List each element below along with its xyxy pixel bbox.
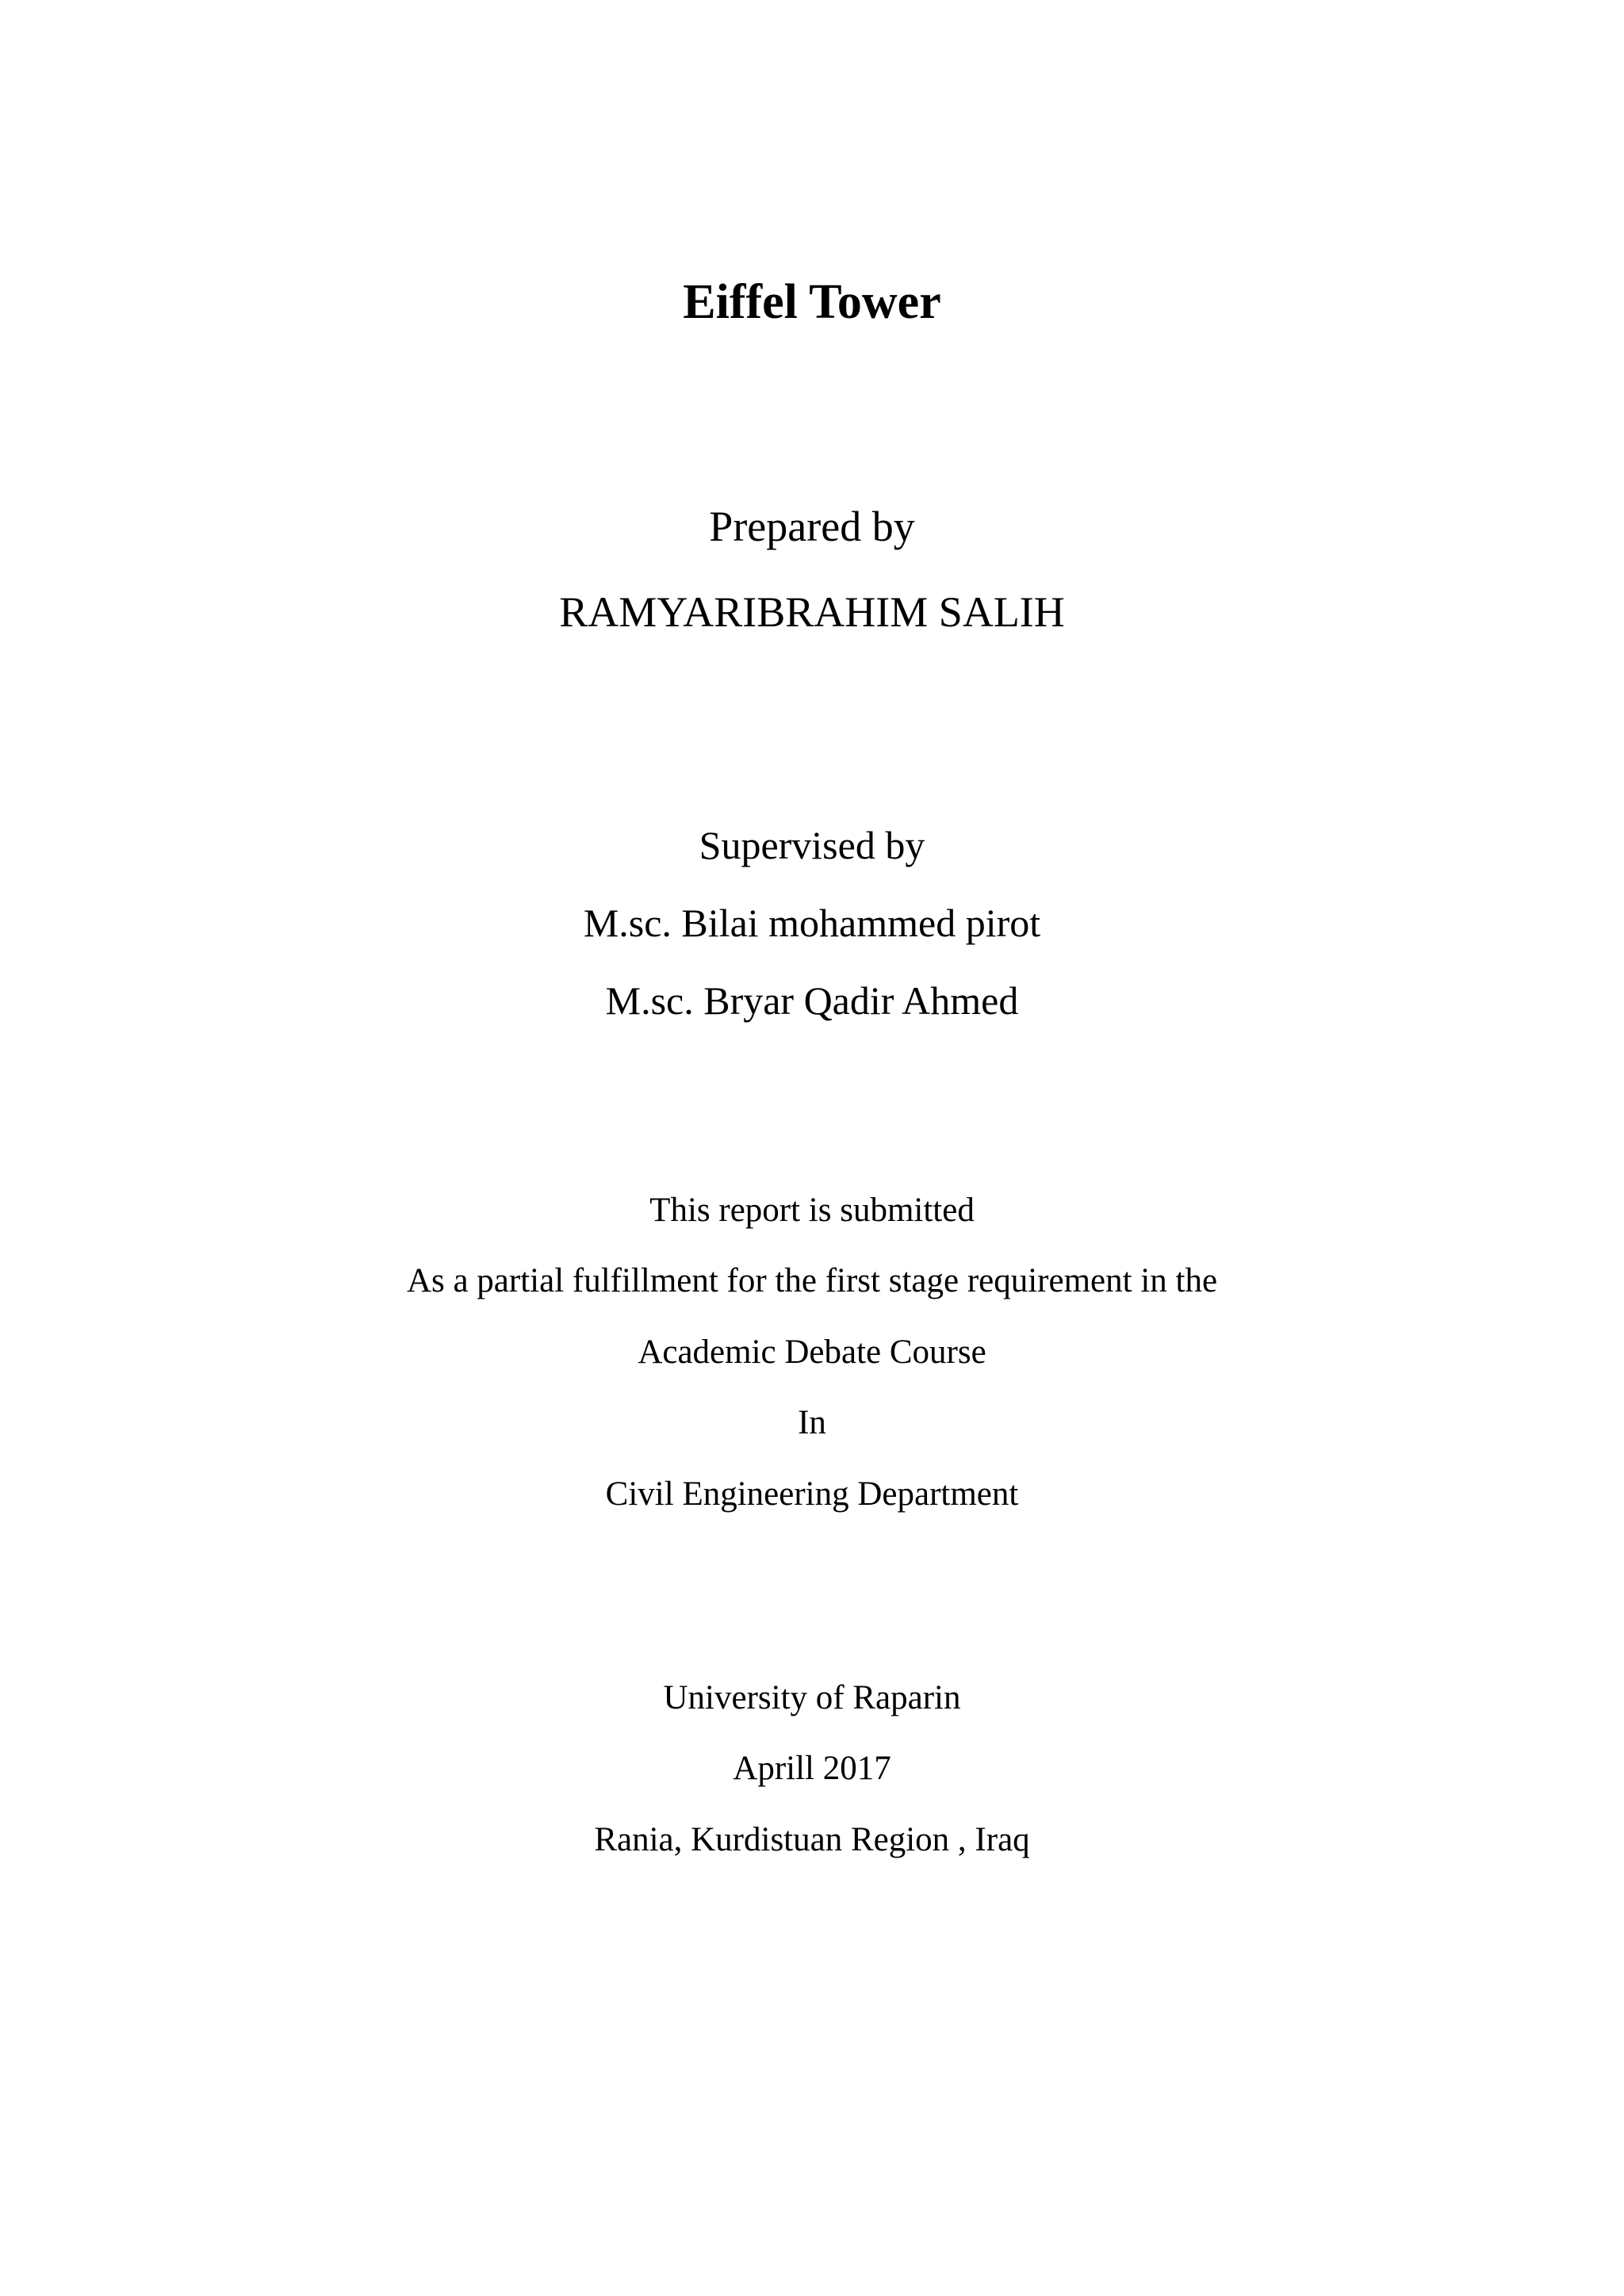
submission-line: As a partial fulfillment for the first stage requirement in the — [406, 1262, 1218, 1299]
author-name: RAMYARIBRAHIM SALIH — [559, 588, 1065, 636]
submission-line: Academic Debate Course — [638, 1334, 986, 1371]
supervised-by-label: Supervised by — [699, 823, 925, 867]
university-name: University of Raparin — [663, 1679, 961, 1716]
submission-line: In — [798, 1404, 826, 1441]
document-title: Eiffel Tower — [683, 275, 941, 329]
submission-line: This report is submitted — [649, 1192, 975, 1229]
prepared-by-label: Prepared by — [709, 503, 915, 550]
supervisor-name: M.sc. Bilai mohammed pirot — [583, 901, 1041, 945]
location: Rania, Kurdistuan Region , Iraq — [594, 1821, 1030, 1858]
supervisor-name: M.sc. Bryar Qadir Ahmed — [605, 978, 1019, 1023]
submission-line: Civil Engineering Department — [605, 1475, 1019, 1513]
submission-date: Aprill 2017 — [733, 1750, 891, 1787]
